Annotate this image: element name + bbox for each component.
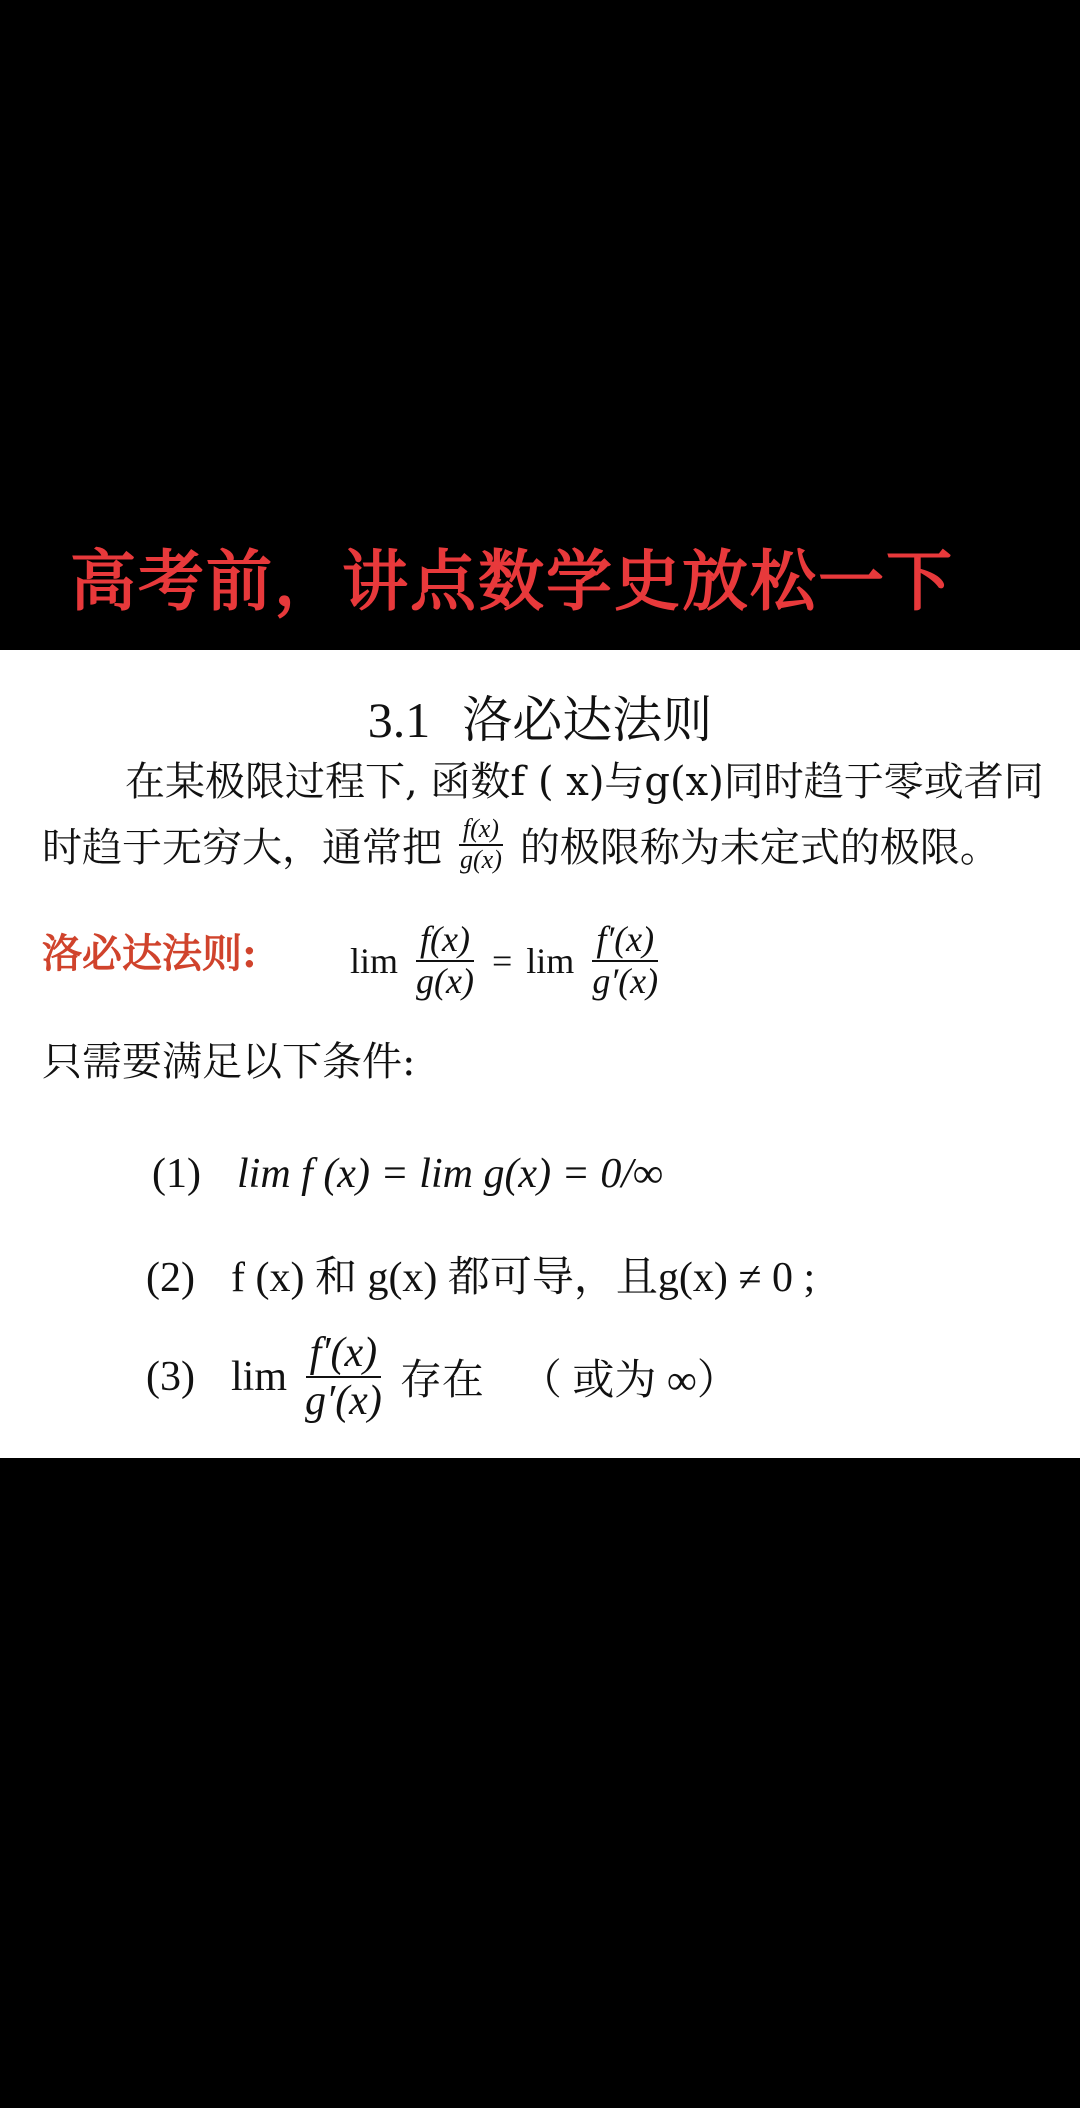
condition-3-exists: 存在 [399,1358,484,1405]
lim-operator-2: lim [526,940,575,981]
rhs-numerator: f′(x) [592,920,658,962]
rhs-denominator: g′(x) [592,960,659,1001]
condition-3-lim: lim [230,1354,287,1401]
lhs-numerator: f(x) [416,920,474,962]
condition-1-number: (1) [152,1151,201,1197]
lhs-fraction [412,920,478,1001]
condition-3-denominator: g′(x) [305,1378,382,1425]
condition-2 [146,1244,815,1304]
ratio-numerator: f(x) [459,815,503,846]
slide-title [0,680,1080,752]
slide [0,650,1080,1458]
equals-sign: = [491,940,513,981]
condition-2-number: (2) [146,1255,195,1301]
ratio-fraction [456,815,506,874]
lim-operator: lim [350,940,399,981]
condition-1-expression: lim f (x) = lim g(x) = 0/∞ [236,1151,664,1197]
section-number: 3.1 [367,692,431,748]
lhs-denominator: g(x) [416,960,474,1001]
section-title: 洛必达法则 [462,691,713,749]
definition-line-2 [42,815,1000,874]
lhopital-formula [350,920,662,1001]
condition-3-note: （ 或为 ∞） [519,1358,739,1405]
ratio-denominator: g(x) [460,844,502,874]
condition-2-expression: f (x) 和 g(x) 都可导，且g(x) ≠ 0 ; [230,1255,816,1301]
definition-text-before: 时趋于无穷大，通常把 [42,825,442,872]
video-banner-title: 高考前，讲点数学史放松一下 [70,543,954,620]
condition-3 [146,1330,739,1424]
rule-label: 洛必达法则: [42,930,257,977]
condition-3-fraction [301,1330,386,1424]
condition-1 [152,1150,663,1198]
condition-3-number: (3) [146,1354,195,1401]
conditions-heading: 只需要满足以下条件: [42,1039,416,1085]
condition-3-numerator: f′(x) [306,1330,381,1378]
definition-text-after: 的极限称为未定式的极限。 [519,825,1000,872]
definition-line-1: 在某极限过程下, 函数f ( x)与g(x)同时趋于零或者同 [125,759,1044,805]
rhs-fraction [588,920,662,1001]
